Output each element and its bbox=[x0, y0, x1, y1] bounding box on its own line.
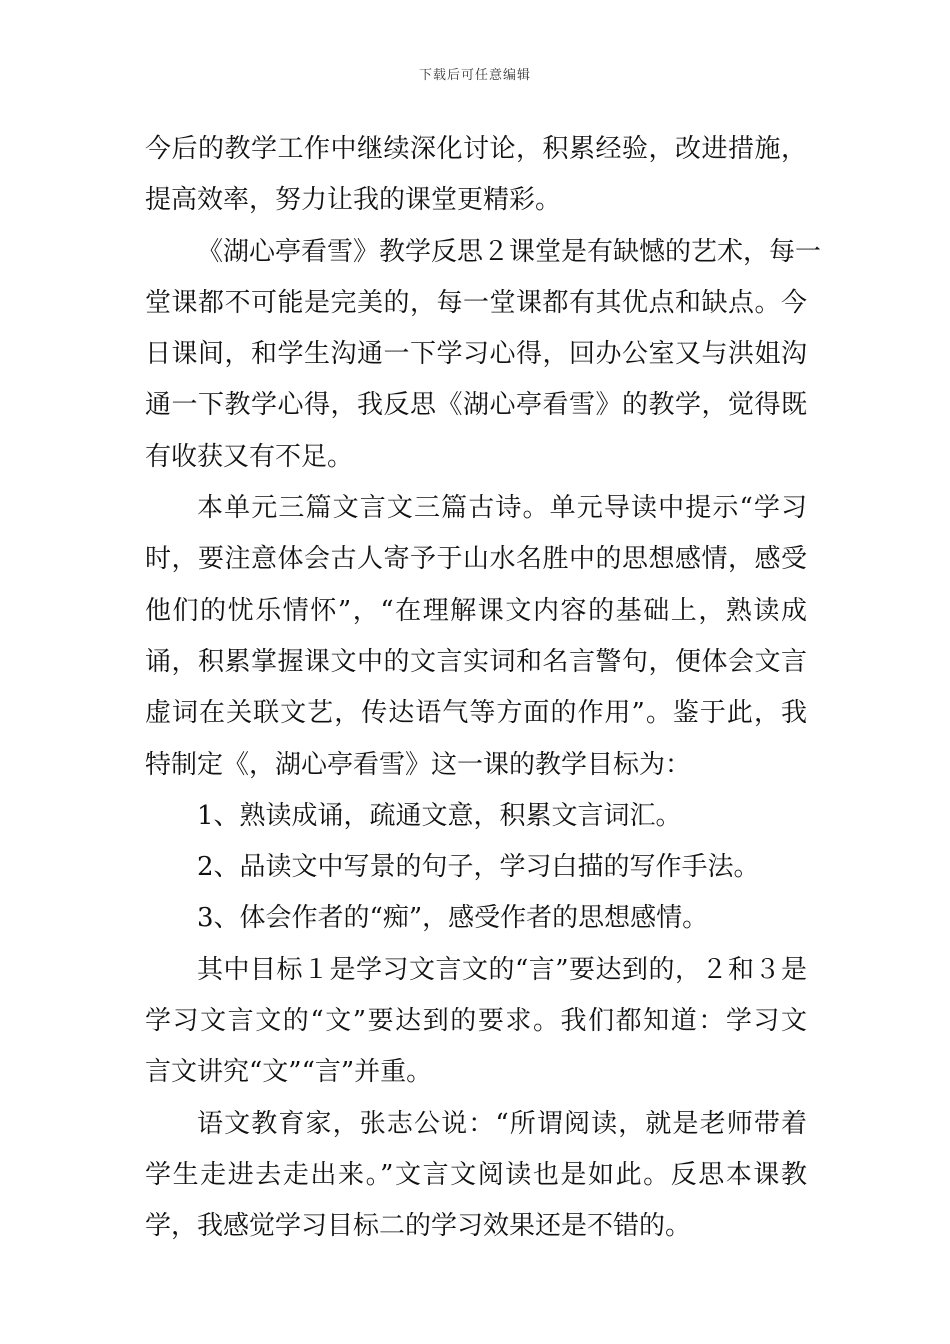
text-line: 1、熟读成诵，疏通文意，积累文言词汇。 bbox=[197, 800, 682, 831]
text-line: 有收获又有不足。 bbox=[145, 441, 354, 472]
text-line: 言文讲究“文”“言”并重。 bbox=[145, 1057, 433, 1088]
paragraph bbox=[145, 945, 807, 1099]
text-line: 今后的教学工作中继续深化讨论，积累经验，改进措施， bbox=[145, 134, 807, 164]
text-line: 他们的忧乐情怀”，“在理解课文内容的基础上，熟读成 bbox=[145, 595, 807, 626]
paragraph bbox=[145, 483, 807, 791]
text-line: 学习文言文的“文”要达到的要求。我们都知道：学习文 bbox=[145, 1006, 807, 1037]
text-line: 诵，积累掌握课文中的文言实词和名言警句，便体会文言 bbox=[145, 646, 807, 677]
text-line: 学生走进去走出来。”文言文阅读也是如此。反思本课教 bbox=[145, 1159, 807, 1190]
paragraph bbox=[145, 124, 807, 227]
text-line: 学，我感觉学习目标二的学习效果还是不错的。 bbox=[145, 1211, 692, 1242]
paragraph bbox=[145, 842, 807, 893]
text-line: 其中目标１是学习文言文的“言”要达到的，２和３是 bbox=[197, 954, 807, 985]
text-line: 时，要注意体会古人寄予于山水名胜中的思想感情，感受 bbox=[145, 544, 807, 575]
text-line: 《湖心亭看雪》教学反思２课堂是有缺憾的艺术，每一 bbox=[197, 236, 822, 267]
text-line: 语文教育家，张志公说：“所谓阅读，就是老师带着 bbox=[197, 1108, 807, 1139]
text-line: 日课间，和学生沟通一下学习心得，回办公室又与洪姐沟 bbox=[145, 339, 807, 370]
paragraph bbox=[145, 893, 807, 944]
text-line: 提高效率，努力让我的课堂更精彩。 bbox=[145, 185, 562, 216]
paragraph bbox=[145, 1099, 807, 1253]
text-line: 虚词在关联文艺，传达语气等方面的作用”。鉴于此，我 bbox=[145, 698, 807, 729]
text-line: 通一下教学心得，我反思《湖心亭看雪》的教学，觉得既 bbox=[145, 390, 807, 421]
text-line: 2、品读文中写景的句子，学习白描的写作手法。 bbox=[197, 852, 760, 883]
document-body bbox=[145, 124, 822, 1253]
text-line: 特制定《，湖心亭看雪》这一课的教学目标为： bbox=[145, 749, 692, 780]
text-line: 堂课都不可能是完美的，每一堂课都有其优点和缺点。今 bbox=[145, 287, 807, 318]
text-line: 本单元三篇文言文三篇古诗。单元导读中提示“学习 bbox=[197, 493, 807, 524]
text-line: 3、体会作者的“痴”，感受作者的思想感情。 bbox=[197, 903, 709, 934]
paragraph bbox=[145, 791, 807, 842]
paragraph bbox=[145, 227, 822, 483]
page-header: 下载后可任意编辑 bbox=[418, 68, 531, 83]
